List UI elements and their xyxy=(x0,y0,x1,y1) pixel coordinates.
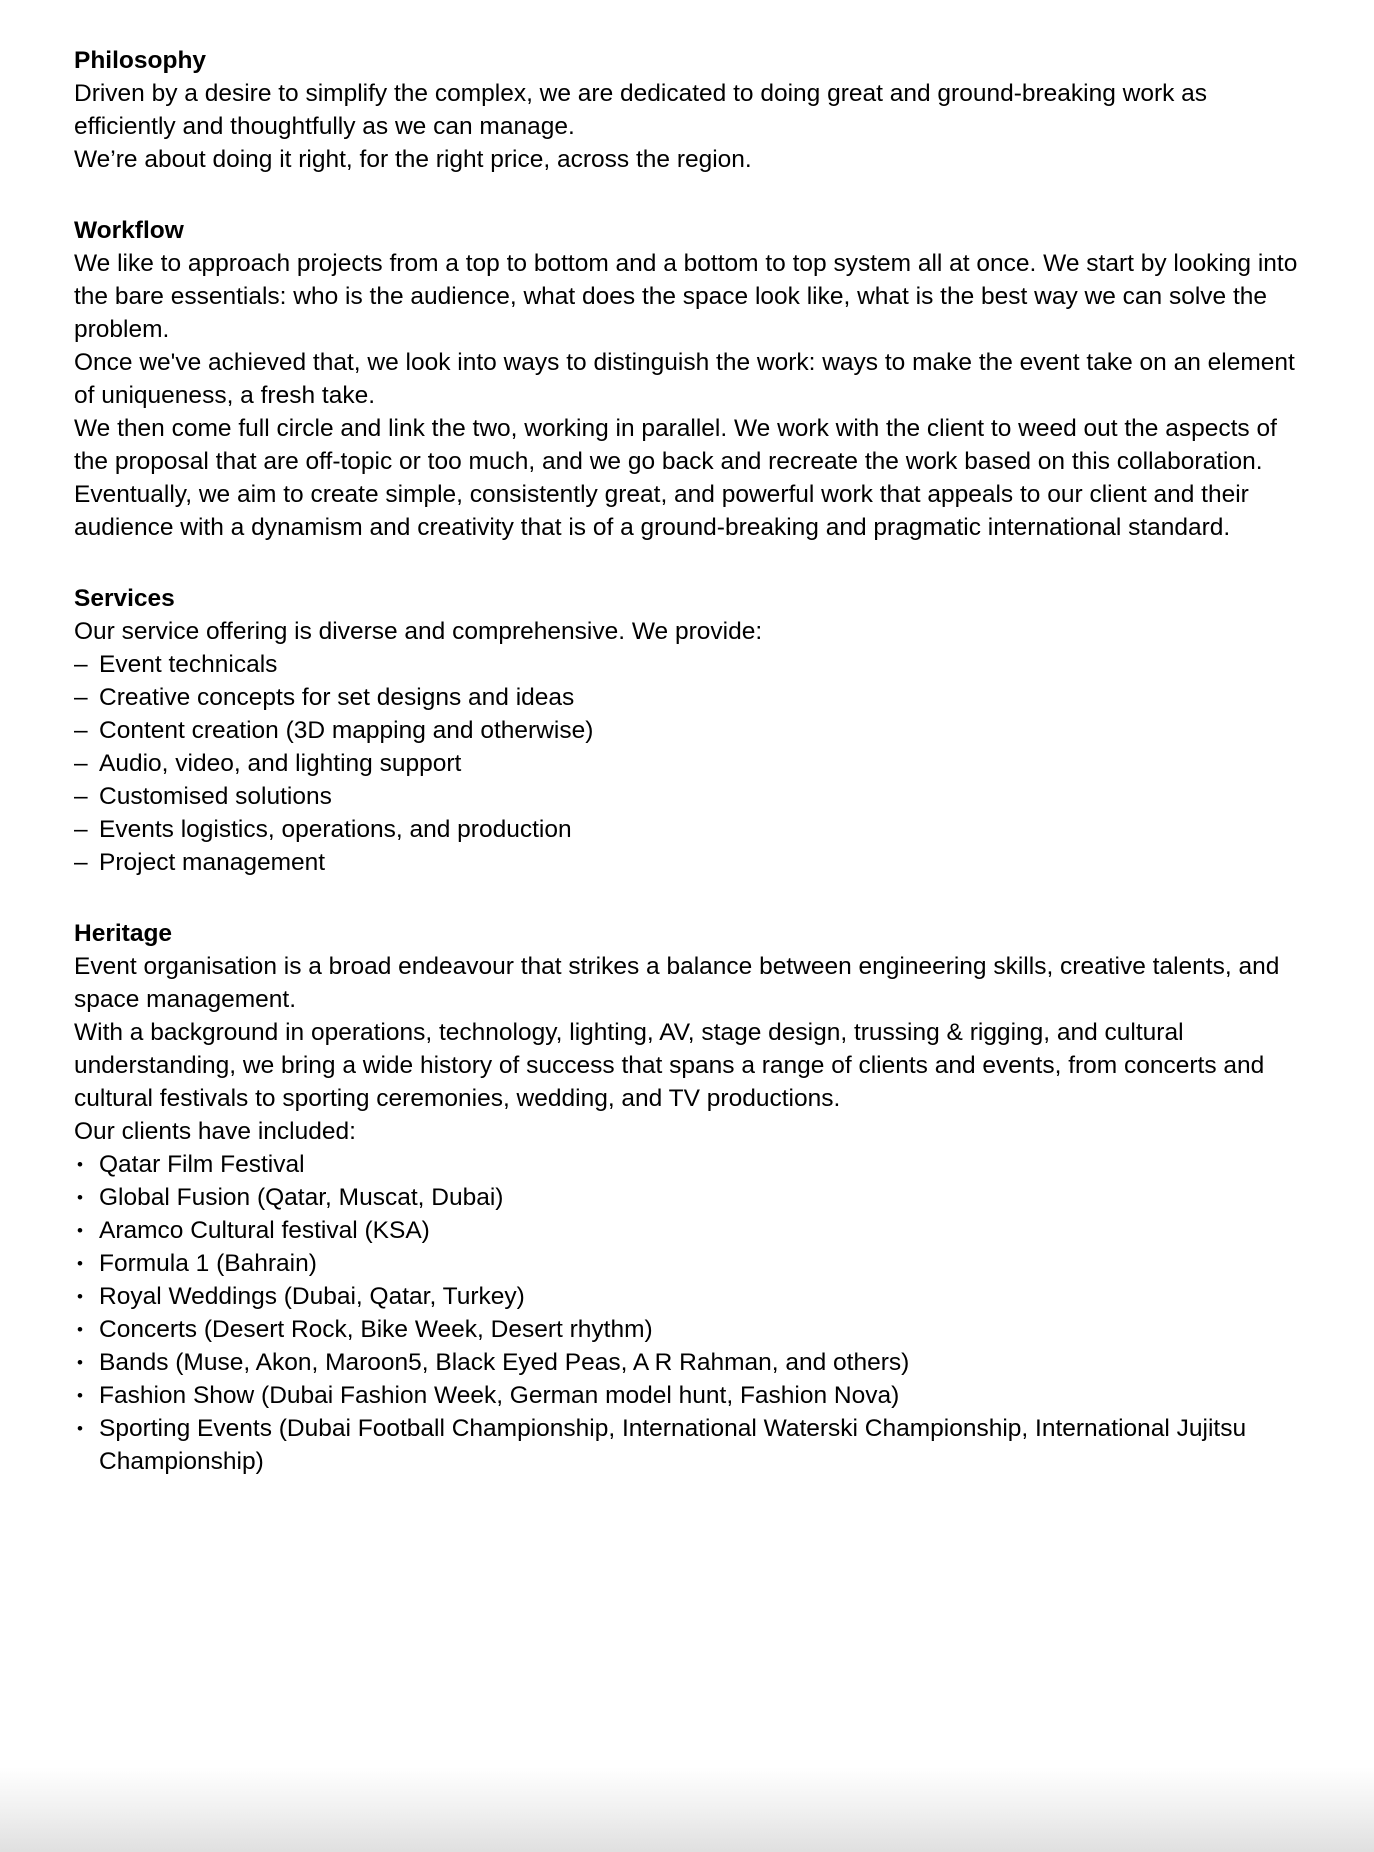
client-list-item xyxy=(74,1412,1310,1478)
heritage-paragraph-2: With a background in operations, technology, lighting, AV, stage design, trussing & rigging, and cultural understanding, we bring a wide history of success that spans a range of clients and events, from concerts and cultural festivals to sporting ceremonies, wedding, and TV productions. xyxy=(74,1019,1265,1112)
client-list-item xyxy=(74,1379,1310,1412)
client-item-label: Concerts (Desert Rock, Bike Week, Desert rhythm) xyxy=(99,1316,653,1343)
client-item-label: Bands (Muse, Akon, Maroon5, Black Eyed Peas, A R Rahman, and others) xyxy=(99,1349,910,1376)
client-list-item xyxy=(74,1181,1310,1214)
client-list-item xyxy=(74,1313,1310,1346)
client-list-item xyxy=(74,1214,1310,1247)
dash-list-marker: – xyxy=(74,750,88,777)
list-item-label: Audio, video, and lighting support xyxy=(99,750,462,777)
heritage-clients-intro: Our clients have included: xyxy=(74,1118,356,1145)
dash-list-marker: – xyxy=(74,816,88,843)
list-item xyxy=(74,813,1310,846)
bullet-list-marker: • xyxy=(77,1419,83,1438)
dash-list-marker: – xyxy=(74,651,88,678)
page-bottom-fade xyxy=(0,1767,1374,1852)
list-item-label: Customised solutions xyxy=(99,783,332,810)
bullet-list-marker: • xyxy=(77,1188,83,1207)
bullet-list-marker: • xyxy=(77,1320,83,1339)
client-list-item xyxy=(74,1280,1310,1313)
client-item-label: Sporting Events (Dubai Football Championship, International Waterski Championship, International Jujitsu Championship) xyxy=(99,1415,1247,1475)
workflow-paragraph-3: We then come full circle and link the two, working in parallel. We work with the client to weed out the aspects of the proposal that are off-topic or too much, and we go back and recreate the work based on this collaboration. xyxy=(74,415,1277,475)
client-item-label: Royal Weddings (Dubai, Qatar, Turkey) xyxy=(99,1283,525,1310)
list-item xyxy=(74,714,1310,747)
bullet-list-marker: • xyxy=(77,1221,83,1240)
client-list-item xyxy=(74,1247,1310,1280)
dash-list-marker: – xyxy=(74,684,88,711)
workflow-paragraph-1: We like to approach projects from a top to bottom and a bottom to top system all at once. We start by looking into the bare essentials: who is the audience, what does the space look like, what is the best way we can solve the problem. xyxy=(74,250,1298,343)
workflow-paragraph-2: Once we've achieved that, we look into ways to distinguish the work: ways to make the event take on an element of uniqueness, a fresh take. xyxy=(74,349,1295,409)
client-item-label: Fashion Show (Dubai Fashion Week, German model hunt, Fashion Nova) xyxy=(99,1382,900,1409)
section-heading-philosophy: Philosophy xyxy=(74,47,207,74)
bullet-list-marker: • xyxy=(77,1287,83,1306)
list-item xyxy=(74,648,1310,681)
client-list-item xyxy=(74,1148,1310,1181)
philosophy-paragraph-1: Driven by a desire to simplify the complex, we are dedicated to doing great and ground-breaking work as efficiently and thoughtfully as we can manage. xyxy=(74,80,1208,140)
list-item xyxy=(74,681,1310,714)
list-item-label: Content creation (3D mapping and otherwise) xyxy=(99,717,594,744)
bullet-list-marker: • xyxy=(77,1353,83,1372)
list-item-label: Event technicals xyxy=(99,651,278,678)
services-intro: Our service offering is diverse and comprehensive. We provide: xyxy=(74,618,763,645)
dash-list-marker: – xyxy=(74,717,88,744)
list-item-label: Creative concepts for set designs and ideas xyxy=(99,684,575,711)
list-item-label: Events logistics, operations, and production xyxy=(99,816,572,843)
list-item-label: Project management xyxy=(99,849,326,876)
dash-list-marker: – xyxy=(74,849,88,876)
dash-list-marker: – xyxy=(74,783,88,810)
section-services xyxy=(74,582,1310,879)
philosophy-paragraph-2: We’re about doing it right, for the right price, across the region. xyxy=(74,146,752,173)
workflow-paragraph-4: Eventually, we aim to create simple, consistently great, and powerful work that appeals to our client and their audience with a dynamism and creativity that is of a ground-breaking and pragmatic international standard. xyxy=(74,481,1249,541)
client-item-label: Global Fusion (Qatar, Muscat, Dubai) xyxy=(99,1184,504,1211)
bullet-list-marker: • xyxy=(77,1254,83,1273)
section-heritage xyxy=(74,917,1310,1478)
client-list-item xyxy=(74,1346,1310,1379)
bullet-list-marker: • xyxy=(77,1386,83,1405)
list-item xyxy=(74,780,1310,813)
section-philosophy xyxy=(74,44,1310,176)
list-item xyxy=(74,747,1310,780)
client-item-label: Aramco Cultural festival (KSA) xyxy=(99,1217,430,1244)
section-workflow xyxy=(74,214,1310,544)
section-heading-workflow: Workflow xyxy=(74,217,184,244)
section-heading-heritage: Heritage xyxy=(74,920,173,947)
heritage-paragraph-1: Event organisation is a broad endeavour that strikes a balance between engineering skills, creative talents, and space management. xyxy=(74,953,1280,1013)
bullet-list-marker: • xyxy=(77,1155,83,1174)
section-heading-services: Services xyxy=(74,585,175,612)
client-item-label: Qatar Film Festival xyxy=(99,1151,305,1178)
list-item xyxy=(74,846,1310,879)
client-item-label: Formula 1 (Bahrain) xyxy=(99,1250,317,1277)
